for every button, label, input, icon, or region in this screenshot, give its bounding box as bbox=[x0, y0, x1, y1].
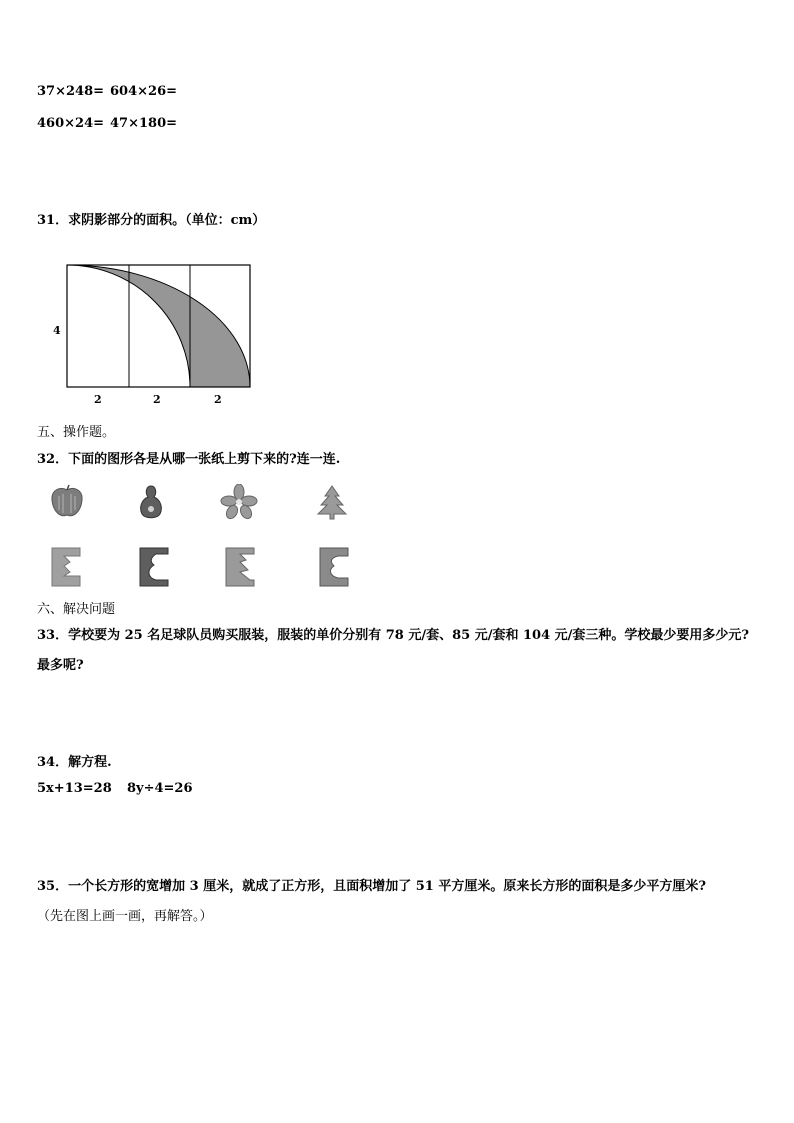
gourd-icon bbox=[136, 483, 166, 521]
shaded-region bbox=[67, 265, 250, 387]
calc-1: 37×248= bbox=[37, 84, 105, 99]
q34-eq1: 5x+13=28 bbox=[37, 781, 112, 796]
height-label: 4 bbox=[53, 324, 61, 337]
section5-title: 五、操作题。 bbox=[37, 425, 116, 440]
width-label-1: 2 bbox=[94, 393, 102, 406]
q33-line1: 33．学校要为 25 名足球队员购买服装，服装的单价分别有 78 元/套、85 元/套和 104 元/套三种。学校最少要用多少元? bbox=[37, 628, 750, 643]
section6-title: 六、解决问题 bbox=[37, 602, 116, 617]
paper-cut-gourd-icon bbox=[138, 546, 170, 588]
q35-line1: 35．一个长方形的宽增加 3 厘米，就成了正方形，且面积增加了 51 平方厘米。原来长方形的面积是多少平方厘米? bbox=[37, 879, 706, 894]
q35-line2: （先在图上画一画，再解答。） bbox=[37, 909, 213, 924]
q31-figure bbox=[40, 255, 280, 415]
paper-cut-apple-icon bbox=[318, 546, 350, 588]
tree-icon bbox=[315, 484, 349, 520]
q34-text: 34．解方程. bbox=[37, 755, 112, 770]
q31-text: 31．求阴影部分的面积。（单位：cm） bbox=[37, 213, 266, 228]
paper-cut-leaf-icon bbox=[50, 546, 82, 588]
paper-cut-tree-icon bbox=[224, 546, 256, 588]
width-label-3: 2 bbox=[214, 393, 222, 406]
q33-line2: 最多呢? bbox=[37, 658, 84, 673]
calc-2: 604×26= bbox=[110, 84, 178, 99]
width-label-2: 2 bbox=[153, 393, 161, 406]
calc-3: 460×24= bbox=[37, 116, 105, 131]
q34-eq2: 8y÷4=26 bbox=[127, 781, 193, 796]
apple-icon bbox=[48, 484, 86, 520]
flower-icon bbox=[220, 484, 258, 520]
calc-4: 47×180= bbox=[110, 116, 178, 131]
q32-text: 32．下面的图形各是从哪一张纸上剪下来的?连一连. bbox=[37, 452, 341, 467]
